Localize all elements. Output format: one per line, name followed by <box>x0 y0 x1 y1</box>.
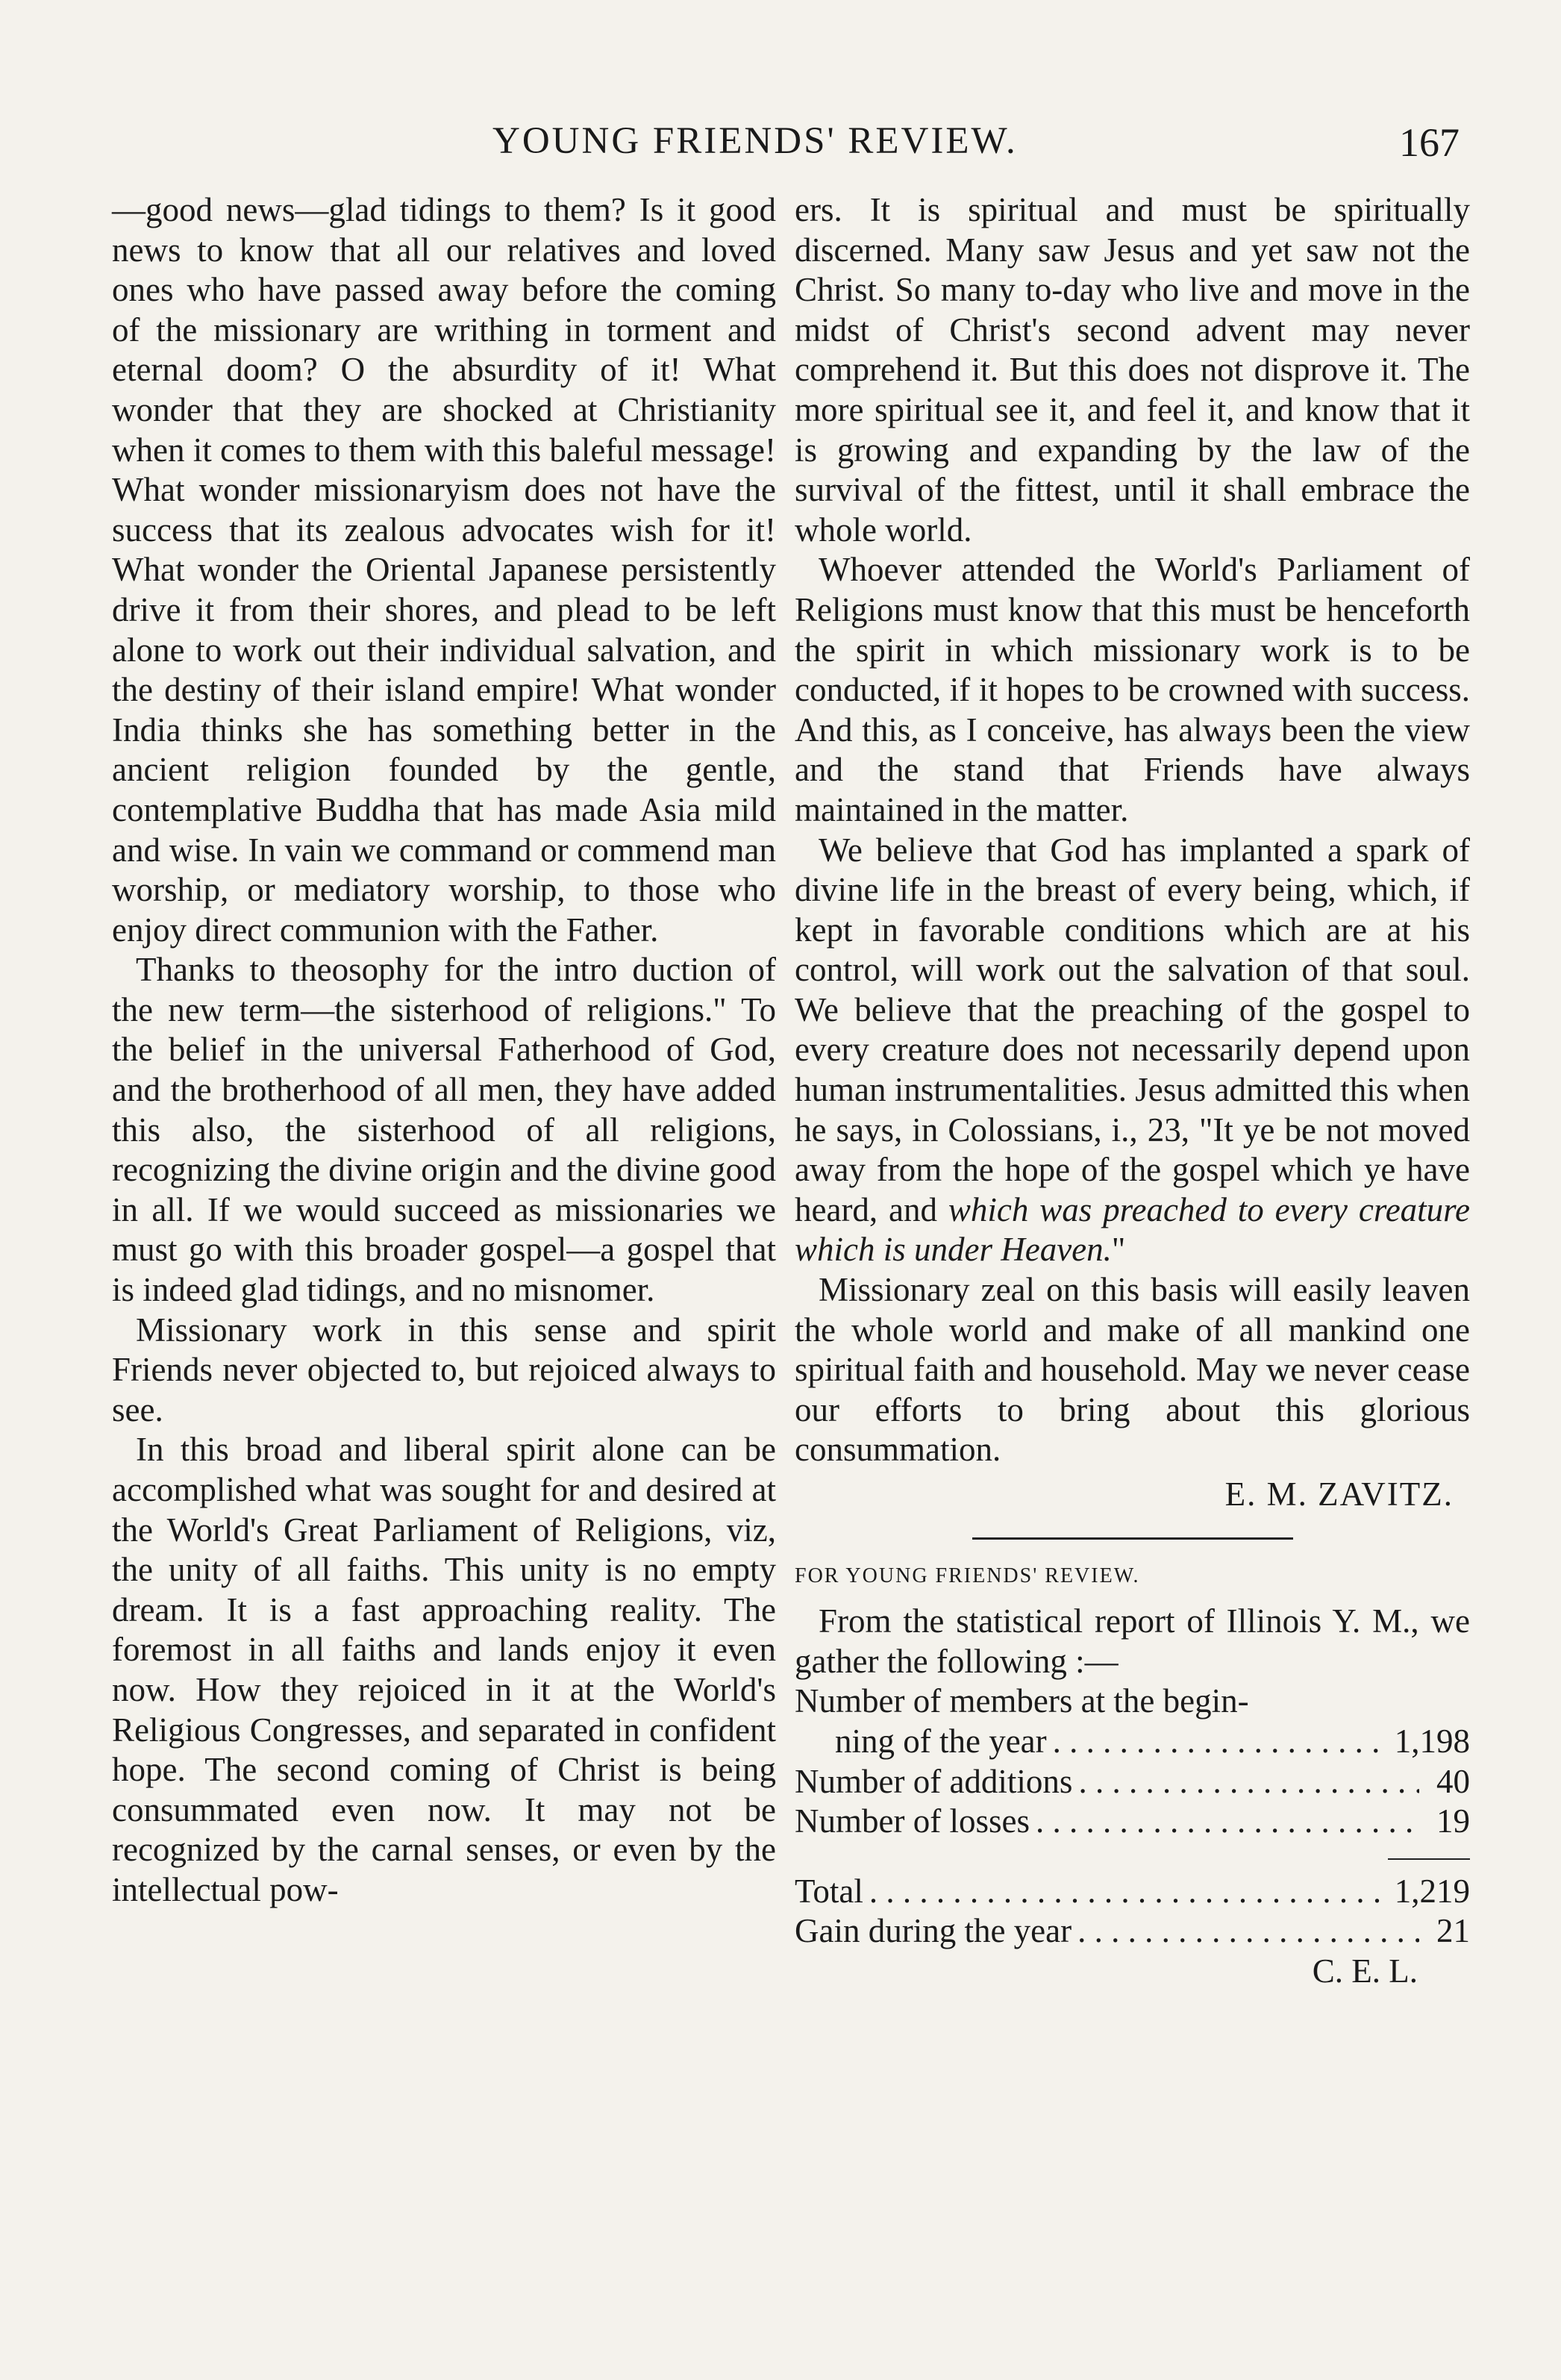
running-header <box>112 119 1470 172</box>
paragraph: Whoever attended the World's Parliament of Religions must know that this must be henceforth the spirit in which missionary work is to be conducted, if it hopes to be crowned with success. And this, as I conceive, has always been the view and the stand that Friends have always maintained in the matter. <box>795 551 1470 828</box>
sum-rule <box>1388 1858 1470 1860</box>
gain-label: Gain during the year <box>795 1912 1072 1950</box>
gain-value: 21 <box>1436 1912 1470 1950</box>
leader-dots <box>1078 1762 1419 1802</box>
author-signature: E. M. ZAVITZ. <box>1224 1475 1454 1513</box>
author-initials: C. E. L. <box>1312 1952 1418 1990</box>
section-divider <box>972 1537 1293 1540</box>
left-column <box>112 190 776 1911</box>
paragraph: From the statistical report of Illinois Y. M., we gather the following :— <box>795 1602 1470 1680</box>
right-column <box>795 190 1470 1992</box>
byline: FOR YOUNG FRIENDS' REVIEW. <box>795 1564 1140 1587</box>
stat-value: 40 <box>1436 1762 1470 1800</box>
leader-dots <box>869 1872 1389 1912</box>
journal-title: YOUNG FRIENDS' REVIEW. <box>492 120 1018 162</box>
stat-label-line: Number of members at the begin- <box>795 1682 1249 1720</box>
paragraph: Missionary zeal on this basis will easily leaven the whole world and make of all mankind one spiritual faith and household. May we never cease our efforts to bring about this glorious consummation. <box>795 1271 1470 1469</box>
stat-row <box>795 1762 1470 1802</box>
stat-label: Number of additions <box>795 1762 1073 1800</box>
closing-quote: " <box>1111 1231 1126 1269</box>
italic-quote: which was preached to every creature which is under Heaven. <box>795 1190 1471 1269</box>
paragraph <box>795 831 1470 1271</box>
stat-label: ning of the year <box>835 1722 1047 1760</box>
leader-dots <box>1077 1911 1419 1952</box>
stat-label: Number of losses <box>795 1802 1030 1840</box>
stat-row <box>795 1802 1470 1842</box>
paragraph: In this broad and liberal spirit alone can be accomplished what was sought for and desired at the World's Great Parliament of Religions, viz, the unity of all faiths. This unity is no empty dream. It is a fast approaching reality. The foremost in all faiths and lands enjoy it even now. How they rejoiced in it at the World's Religious Congresses, and separated in confident hope. The second coming of Christ is being consummated even now. It may not be recognized by the carnal senses, or even by the intellectual pow- <box>112 1431 776 1908</box>
leader-dots <box>1036 1802 1419 1842</box>
gain-row <box>795 1911 1470 1952</box>
page-number: 167 <box>1399 120 1460 165</box>
total-value: 1,219 <box>1394 1872 1470 1910</box>
paragraph-text: We believe that God has implanted a spark of divine life in the breast of every being, which, if kept in favorable conditions which are at his control, will work out the salvation of that soul. We believe that the preaching of the gospel to every creature does not necessarily depend upon human instrumentalities. Jesus admitted this when he says, in Colossians, i., 23, "It ye be not moved away from the hope of the gospel which ye have heard, and <box>795 831 1470 1228</box>
paragraph: Missionary work in this sense and spirit Friends never objected to, but rejoiced always to see. <box>112 1311 776 1428</box>
paragraph: ers. It is spiritual and must be spiritually discerned. Many saw Jesus and yet saw not the Christ. So many to-day who live and move in the midst of Christ's second advent may never comprehend it. But this does not disprove it. The more spiritual see it, and feel it, and know that it is growing and expanding by the law of the survival of the fittest, until it shall embrace the whole world. <box>795 191 1470 549</box>
leader-dots <box>1053 1722 1389 1762</box>
total-row <box>795 1872 1470 1912</box>
stat-value: 19 <box>1436 1802 1470 1840</box>
paragraph: Thanks to theosophy for the intro duction of the new term—the sisterhood of religions." To the belief in the universal Fatherhood of God, and the brotherhood of all men, they have added this also, the sisterhood of all religions, recognizing the divine origin and the divine good in all. If we would succeed as missionaries we must go with this broader gospel—a gospel that is indeed glad tidings, and no misnomer. <box>112 951 776 1309</box>
stat-value: 1,198 <box>1394 1722 1470 1760</box>
stat-row <box>795 1722 1470 1762</box>
statistics-table <box>795 1681 1470 1952</box>
total-label: Total <box>795 1872 863 1910</box>
paragraph: —good news—glad tidings to them? Is it good news to know that all our relatives and loved ones who have passed away before the coming of the missionary are writhing in torment and eternal doom? O the absurdity of it! What wonder that they are shocked at Christianity when it comes to them with this baleful message! What wonder missionaryism does not have the success that its zealous advocates wish for it! What wonder the Oriental Japanese persistently drive it from their shores, and plead to be left alone to work out their individual salvation, and the destiny of their island empire! What wonder India thinks she has something better in the ancient religion founded by the gentle, contemplative Buddha that has made Asia mild and wise. In vain we command or commend man worship, or mediatory worship, to those who enjoy direct communion with the Father. <box>112 191 776 949</box>
